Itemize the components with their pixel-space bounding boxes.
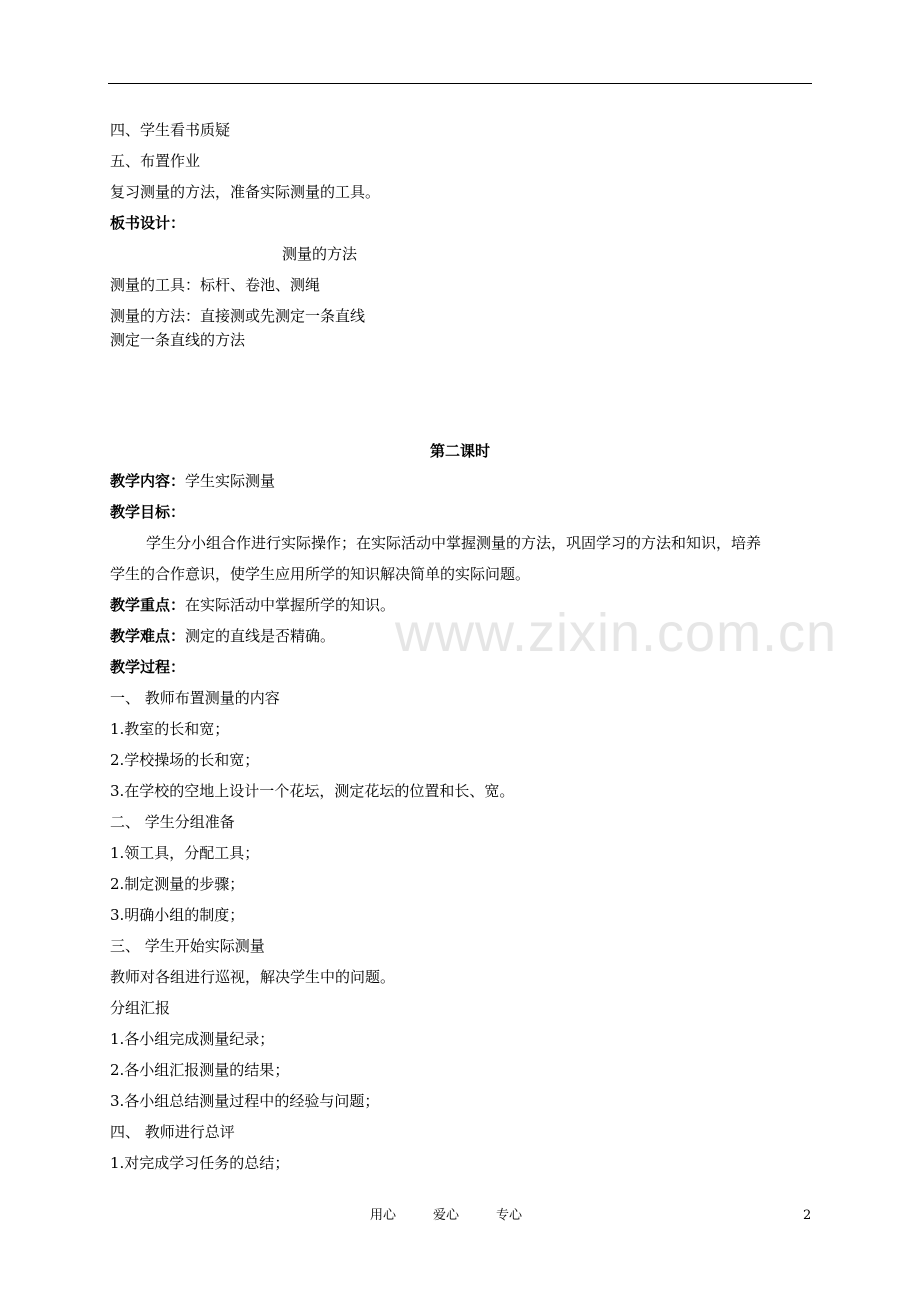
item-5: 五、布置作业	[110, 152, 201, 170]
key-point-row	[110, 595, 395, 615]
process-step: 2.制定测量的步骤；	[110, 875, 245, 893]
process-step: 1.对完成学习任务的总结；	[110, 1154, 290, 1172]
page-number: 2	[803, 1208, 812, 1223]
item-4: 四、学生看书质疑	[110, 121, 231, 139]
goals-line-1: 学生分小组合作进行实际操作；在实际活动中掌握测量的方法，巩固学习的方法和知识，培养	[146, 534, 762, 552]
footer-motto-1: 用心	[370, 1208, 397, 1223]
content-label: 教学内容：	[110, 472, 186, 490]
key-point-label: 教学重点：	[110, 596, 186, 614]
process-step: 1.领工具，分配工具；	[110, 844, 260, 862]
process-label: 教学过程：	[110, 658, 186, 676]
board-title: 测量的方法	[282, 245, 358, 263]
header-rule	[108, 83, 812, 84]
process-step: 3.在学校的空地上设计一个花坛，测定花坛的位置和长、宽。	[110, 782, 515, 800]
content-row	[110, 471, 275, 491]
watermark: www.zixin.com.cn	[395, 603, 838, 663]
board-design-heading: 板书设计：	[110, 214, 186, 232]
process-step: 三、 学生开始实际测量	[110, 937, 265, 955]
homework-text: 复习测量的方法，准备实际测量的工具。	[110, 183, 381, 201]
process-step: 2.学校操场的长和宽；	[110, 751, 260, 769]
process-step: 四、 教师进行总评	[110, 1123, 235, 1141]
process-step: 教师对各组进行巡视，解决学生中的问题。	[110, 968, 396, 986]
process-step: 2.各小组汇报测量的结果；	[110, 1061, 290, 1079]
lesson-title: 第二课时	[429, 442, 490, 460]
process-step: 1.各小组完成测量纪录；	[110, 1030, 275, 1048]
footer-motto-3: 专心	[496, 1208, 523, 1223]
content-value: 学生实际测量	[185, 472, 276, 490]
board-line-method: 测定一条直线的方法	[110, 331, 246, 349]
key-point-value: 在实际活动中掌握所学的知识。	[185, 596, 396, 614]
difficulty-value: 测定的直线是否精确。	[185, 627, 336, 645]
board-methods: 测量的方法：直接测或先测定一条直线	[110, 307, 366, 325]
difficulty-row	[110, 626, 335, 646]
process-step: 1.教室的长和宽；	[110, 720, 230, 738]
process-step: 二、 学生分组准备	[110, 813, 235, 831]
goals-line-2: 学生的合作意识，使学生应用所学的知识解决简单的实际问题。	[110, 565, 531, 583]
process-step: 3.各小组总结测量过程中的经验与问题；	[110, 1092, 380, 1110]
goals-label: 教学目标：	[110, 503, 186, 521]
process-step: 3.明确小组的制度；	[110, 906, 245, 924]
board-tools: 测量的工具：标杆、卷池、测绳	[110, 276, 321, 294]
process-step: 分组汇报	[110, 999, 171, 1017]
footer-motto-2: 爱心	[433, 1208, 460, 1223]
process-step: 一、 教师布置测量的内容	[110, 689, 280, 707]
difficulty-label: 教学难点：	[110, 627, 186, 645]
